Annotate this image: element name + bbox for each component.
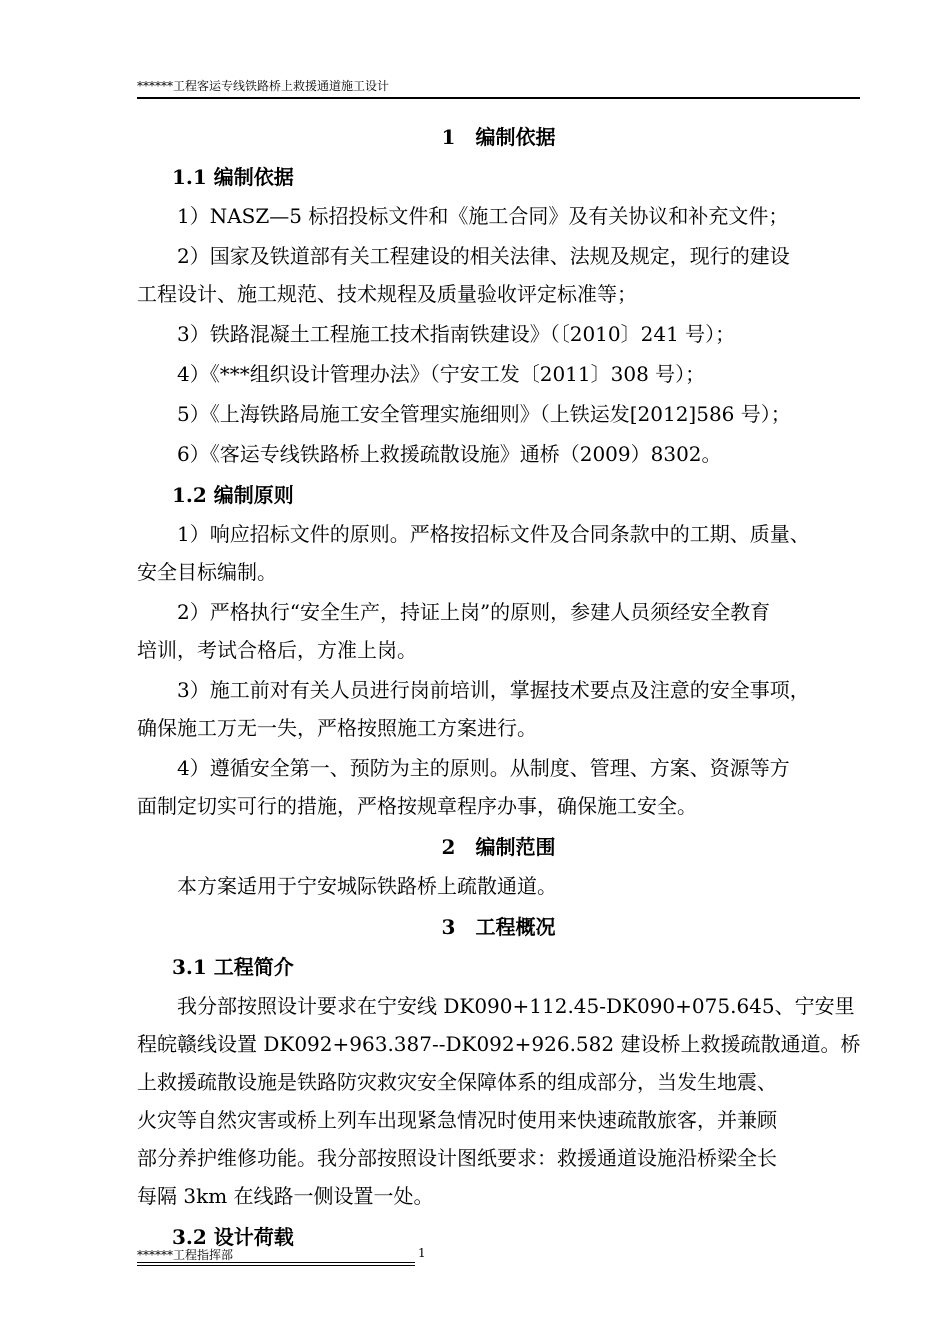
paragraph-line: 2）国家及铁道部有关工程建设的相关法律、法规及规定，现行的建设 bbox=[177, 244, 790, 268]
paragraph-line: 2）严格执行“安全生产，持证上岗”的原则，参建人员须经安全教育 bbox=[177, 600, 771, 624]
footer-rule bbox=[137, 1262, 415, 1263]
paragraph bbox=[137, 435, 860, 473]
paragraph bbox=[137, 237, 860, 313]
paragraph bbox=[137, 355, 860, 393]
subsection-heading: 3.1 工程简介 bbox=[172, 955, 294, 979]
paragraph-line: 每隔 3km 在线路一侧设置一处。 bbox=[137, 1184, 434, 1208]
page-number: 1 bbox=[418, 1246, 426, 1260]
page-header: ******工程客运专线铁路桥上救援通道施工设计 bbox=[137, 79, 390, 93]
paragraph-line: 6）《客运专线铁路桥上救援疏散设施》通桥（2009）8302。 bbox=[177, 442, 722, 466]
document-body bbox=[137, 117, 860, 1257]
paragraph bbox=[137, 987, 860, 1215]
subsection-heading: 3.2 设计荷载 bbox=[172, 1225, 294, 1249]
paragraph-line: 部分养护维修功能。我分部按照设计图纸要求：救援通道设施沿桥梁全长 bbox=[137, 1146, 777, 1170]
paragraph-line: 面制定切实可行的措施，严格按规章程序办事，确保施工安全。 bbox=[137, 794, 697, 818]
paragraph-line: 培训，考试合格后，方准上岗。 bbox=[137, 638, 417, 662]
paragraph-line: 1）响应招标文件的原则。严格按招标文件及合同条款中的工期、质量、 bbox=[177, 522, 810, 546]
paragraph bbox=[137, 395, 860, 433]
footer-rule-double bbox=[137, 1265, 415, 1266]
page-footer: ******工程指挥部 bbox=[137, 1248, 234, 1262]
paragraph-line: 确保施工万无一失，严格按照施工方案进行。 bbox=[137, 716, 537, 740]
section-heading: 3 工程概况 bbox=[441, 915, 556, 939]
paragraph-line: 4）遵循安全第一、预防为主的原则。从制度、管理、方案、资源等方 bbox=[177, 756, 790, 780]
subsection-heading: 1.1 编制依据 bbox=[172, 165, 294, 189]
paragraph-line: 工程设计、施工规范、技术规程及质量验收评定标准等； bbox=[137, 282, 637, 306]
paragraph bbox=[137, 671, 860, 747]
paragraph bbox=[137, 867, 860, 905]
paragraph bbox=[137, 515, 860, 591]
section-heading: 1 编制依据 bbox=[441, 125, 556, 149]
paragraph-line: 1）NASZ—5 标招投标文件和《施工合同》及有关协议和补充文件； bbox=[177, 204, 789, 228]
paragraph bbox=[137, 197, 860, 235]
paragraph-line: 本方案适用于宁安城际铁路桥上疏散通道。 bbox=[177, 874, 557, 898]
section-heading: 2 编制范围 bbox=[441, 835, 556, 859]
paragraph bbox=[137, 315, 860, 353]
paragraph bbox=[137, 749, 860, 825]
paragraph-line: 3）铁路混凝土工程施工技术指南铁建设》（〔2010〕241 号）； bbox=[177, 322, 736, 346]
paragraph bbox=[137, 593, 860, 669]
paragraph-line: 程皖赣线设置 DK092+963.387--DK092+926.582 建设桥上救援疏散通道。桥 bbox=[137, 1032, 860, 1056]
paragraph-line: 上救援疏散设施是铁路防灾救灾安全保障体系的组成部分，当发生地震、 bbox=[137, 1070, 777, 1094]
paragraph-line: 我分部按照设计要求在宁安线 DK090+112.45-DK090+075.645、宁安里 bbox=[177, 994, 855, 1018]
paragraph-line: 3）施工前对有关人员进行岗前培训，掌握技术要点及注意的安全事项， bbox=[177, 678, 810, 702]
paragraph-line: 5）《上海铁路局施工安全管理实施细则》（上铁运发[2012]586 号）； bbox=[177, 402, 791, 426]
subsection-heading: 1.2 编制原则 bbox=[172, 483, 294, 507]
paragraph-line: 4）《***组织设计管理办法》（宁安工发〔2011〕308 号）； bbox=[177, 362, 706, 386]
paragraph-line: 安全目标编制。 bbox=[137, 560, 277, 584]
header-rule bbox=[137, 97, 860, 99]
paragraph-line: 火灾等自然灾害或桥上列车出现紧急情况时使用来快速疏散旅客，并兼顾 bbox=[137, 1108, 777, 1132]
